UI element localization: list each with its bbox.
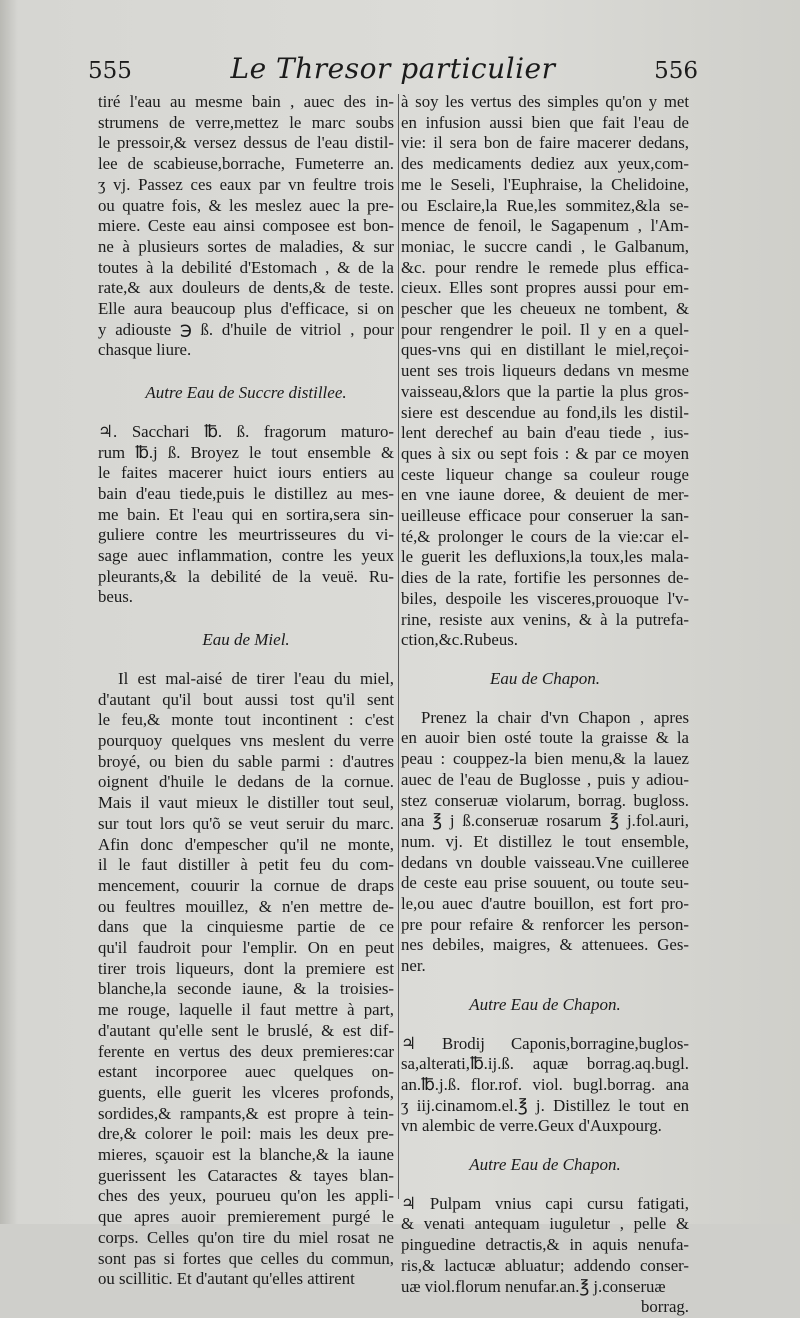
text-line: chasque liure. bbox=[98, 340, 192, 360]
text-line: en auoir bien osté toute la graisse & la bbox=[401, 728, 689, 748]
spacer bbox=[401, 651, 689, 669]
text-line: auec de l'eau de Buglosse , puis y adiou- bbox=[401, 769, 689, 789]
text-line: de ceste eau prise souuent, ou toute seu- bbox=[401, 873, 689, 893]
text-line: lent derechef au bain d'eau tiede , ius- bbox=[401, 423, 689, 443]
text-line: Mais il vaut mieux le distiller tout seul, bbox=[98, 793, 394, 813]
text-line: estant incorporee auec quelques on- bbox=[98, 1062, 394, 1082]
text-line: vie: il sera bon de faire macerer dedans, bbox=[401, 133, 689, 153]
section-heading: Eau de Miel. bbox=[202, 630, 290, 650]
text-line: ʒ iij.cinamom.el.℥ j. Distillez le tout en bbox=[401, 1095, 689, 1115]
text-line: à soy les vertus des simples qu'on y met bbox=[401, 92, 689, 111]
text-line: dies de la rate, fortifie les personnes de- bbox=[401, 568, 689, 588]
column-divider bbox=[398, 94, 399, 1199]
text-line: blanche,la seconde iaune, & la troisies- bbox=[98, 979, 394, 999]
text-line: dedans vn double vaisseau.Vne cuilleree bbox=[401, 852, 689, 872]
text-line: beus. bbox=[98, 587, 133, 607]
text-line: le faites macerer huict iours entiers au bbox=[98, 463, 394, 483]
text-line: d'autant qu'elle sent le bruslé, & est dif- bbox=[98, 1020, 394, 1040]
spacer bbox=[401, 1016, 689, 1034]
text-line: ana ℥ j ß.conseruæ rosarum ℥ j.fol.auri, bbox=[401, 811, 689, 831]
section-heading: Eau de Chapon. bbox=[489, 668, 601, 688]
text-line: guents, elle guerit les vlceres profonds, bbox=[98, 1082, 394, 1102]
spacer bbox=[401, 1176, 689, 1194]
text-line: sont pas si fortes que celles du commun, bbox=[98, 1248, 394, 1268]
catchword: borrag. bbox=[641, 1297, 689, 1317]
text-line: rine, resiste aux venins, & à la putrefa- bbox=[401, 609, 689, 629]
text-line: Elle aura beaucoup plus d'efficace, si on bbox=[98, 299, 394, 319]
text-line: tirer trois liqueurs, dont la premiere est bbox=[98, 958, 394, 978]
text-line: sa,alterati,℔.ij.ß. aquæ borrag.aq.bugl. bbox=[401, 1054, 689, 1074]
text-line: pourquoy quelques vns meslent du verre bbox=[98, 730, 394, 750]
text-line: moniac, le succre candi , le Galbanum, bbox=[401, 236, 689, 256]
text-line: ueilleuse efficace pour conseruer la san- bbox=[401, 506, 689, 526]
spacer bbox=[401, 977, 689, 995]
spacer bbox=[401, 1137, 689, 1155]
page-number-right: 556 bbox=[654, 58, 698, 84]
text-line: que apres auoir premierement purgé le bbox=[98, 1207, 394, 1227]
text-line: uæ viol.florum nenufar.an.℥ j.conseruæ bbox=[401, 1276, 666, 1296]
text-line: siere est descendue au fond,ils les distil- bbox=[401, 402, 689, 422]
text-line: le feu,& monte tout incontinent : c'est bbox=[98, 710, 394, 730]
text-line: ches des yeux, pourueu qu'on les appli- bbox=[98, 1186, 394, 1206]
text-line: dans que la cinquiesme partie de ce bbox=[98, 917, 394, 937]
text-line: broyé, ou bien du sable parmi : d'autres bbox=[98, 751, 394, 771]
text-line: en vne iaune doree, & deuient de mer- bbox=[401, 485, 689, 505]
right-column bbox=[401, 92, 689, 1318]
text-line: Il est mal-aisé de tirer l'eau du miel, bbox=[118, 668, 394, 688]
text-line: rum ℔.j ß. Broyez le tout ensemble & bbox=[98, 442, 394, 462]
text-line: bain d'eau tiede,puis le distillez au mes- bbox=[98, 483, 394, 503]
text-line: des medicaments dediez aux yeux,com- bbox=[401, 154, 689, 174]
spacer bbox=[98, 404, 394, 422]
text-line: sordides,& rampants,& est propre à tein- bbox=[98, 1103, 394, 1123]
text-line: il le faut distiller à petit feu du com- bbox=[98, 855, 394, 875]
text-line: ferente en vertus des deux premieres:car bbox=[98, 1041, 394, 1061]
text-line: an.℔.j.ß. flor.rof. viol. bugl.borrag. ana bbox=[401, 1074, 689, 1094]
text-line: miere. Ceste eau ainsi composee est bon- bbox=[98, 216, 394, 236]
text-line: vn alembic de verre.Geux d'Auxpourg. bbox=[401, 1116, 662, 1136]
text-line: ou Esclaire,la Rue,les sommitez,&la se- bbox=[401, 195, 689, 215]
section-heading: Autre Eau de Chapon. bbox=[469, 1155, 621, 1175]
text-line: le,ou auec d'autre bouillon, est fort pro- bbox=[401, 894, 689, 914]
text-line: ction,&c.Rubeus. bbox=[401, 630, 518, 650]
text-line: pre pour refaire & renforcer les person- bbox=[401, 914, 689, 934]
text-line: dre,& colorer le poil: mais les deux pre- bbox=[98, 1124, 394, 1144]
text-line: corps. Celles qu'on tire du miel rosat ne bbox=[98, 1227, 394, 1247]
text-line: biles, despoile les visceres,prouoque l'v- bbox=[401, 588, 689, 608]
text-line: le pressoir,& versez dessus de l'eau distil- bbox=[98, 133, 394, 153]
text-line: stez conseruæ violarum, borrag. bugloss. bbox=[401, 790, 689, 810]
text-line: guliere contre les meurtrisseures du vi- bbox=[98, 525, 394, 545]
spacer bbox=[98, 608, 394, 630]
text-line: mencement, couurir la cornue de draps bbox=[98, 875, 394, 895]
text-line: peau : couppez-la bien menu,& la lauez bbox=[401, 749, 689, 769]
text-line: ne à plusieurs sortes de maladies, & sur bbox=[98, 236, 394, 256]
text-line: ou feultres mouillez, & n'en mettre de- bbox=[98, 896, 394, 916]
text-line: qu'il faudroit pour l'emplir. On en peut bbox=[98, 938, 394, 958]
text-line: rate,& aux douleurs de dents,& de teste. bbox=[98, 278, 394, 298]
text-line: guerissent les Cataractes & tayes blan- bbox=[98, 1165, 394, 1185]
text-line: le guerit les defluxions,la toux,les mala- bbox=[401, 547, 689, 567]
text-line: lee de scabieuse,borrache, Fumeterre an. bbox=[98, 154, 394, 174]
spacer bbox=[401, 690, 689, 708]
page-number-left: 555 bbox=[88, 58, 132, 84]
text-line: ques à six ou sept fois : & par ce moyen bbox=[401, 443, 689, 463]
text-line: en infusion aussi bien que fait l'eau de bbox=[401, 112, 689, 132]
text-line: me rouge, laquelle il faut mettre à part, bbox=[98, 1000, 394, 1020]
text-line: mieres, sçauoir est la blanche,& la iaune bbox=[98, 1145, 394, 1165]
text-line: cieux. Elles sont propres aussi pour em- bbox=[401, 278, 689, 298]
running-title: Le Thresor particulier bbox=[230, 52, 556, 85]
text-line: pescher que les cheueux ne tombent, & bbox=[401, 299, 689, 319]
text-line: tiré l'eau au mesme bain , auec des in- bbox=[98, 92, 394, 111]
text-line: ceste liqueur change sa couleur rouge bbox=[401, 464, 689, 484]
text-line: sur tout lors qu'õ se veut seruir du marc. bbox=[98, 813, 394, 833]
text-line: Afin donc d'empescher qu'il ne monte, bbox=[98, 834, 394, 854]
text-line: &c. pour rendre le remede plus effica- bbox=[401, 257, 689, 277]
text-line: d'autant qu'il bout aussi tost qu'il sent bbox=[98, 689, 394, 709]
text-line: mence de fenoil, le Sagapenum , l'Am- bbox=[401, 216, 689, 236]
text-line: ♃ Brodij Caponis,borragine,buglos- bbox=[401, 1033, 689, 1053]
text-line: me le Seseli, l'Euphraise, la Chelidoine, bbox=[401, 174, 689, 194]
text-line: num. vj. Et distillez le tout ensemble, bbox=[401, 831, 689, 851]
text-line: ner. bbox=[401, 956, 426, 976]
section-heading: Autre Eau de Chapon. bbox=[469, 994, 621, 1014]
text-line: ʒ vj. Passez ces eaux par vn feultre trois bbox=[98, 174, 394, 194]
text-line: me bain. Et l'eau qui en sortira,sera sin- bbox=[98, 504, 394, 524]
spacer bbox=[98, 651, 394, 669]
text-line: pinguedine detractis,& in aquis nenufa- bbox=[401, 1235, 689, 1255]
text-line: ♃. Sacchari ℔. ß. fragorum maturo- bbox=[98, 421, 394, 441]
text-line: & venati antequam iuguletur , pelle & bbox=[401, 1214, 689, 1234]
text-line: pour rengendrer le poil. Il y en a quel- bbox=[401, 319, 689, 339]
spacer bbox=[98, 361, 394, 383]
text-line: ou quatre fois, & les meslez auec la pre- bbox=[98, 195, 394, 215]
text-line: vaisseau,&lors que la partie la plus gros- bbox=[401, 381, 689, 401]
text-line: sage auec inflammation, contre les yeux bbox=[98, 546, 394, 566]
text-line: ♃ Pulpam vnius capi cursu fatigati, bbox=[401, 1193, 689, 1213]
text-line: té,& prolonger le cours de la vie:car el- bbox=[401, 526, 689, 546]
text-line: ris,& lactucæ abluatur; addendo conser- bbox=[401, 1255, 689, 1275]
left-column bbox=[98, 92, 394, 1290]
section-heading: Autre Eau de Succre distillee. bbox=[145, 383, 347, 403]
text-line: y adiouste ℈ ß. d'huile de vitriol , pour bbox=[98, 319, 394, 339]
text-line: toutes à la debilité d'Estomach , & de la bbox=[98, 257, 394, 277]
text-line: ques-vns qui en distillant le miel,reçoi- bbox=[401, 340, 689, 360]
text-line: nes debiles, maigres, & attenuees. Ges- bbox=[401, 935, 689, 955]
text-line: ou scillitic. Et d'autant qu'elles attirent bbox=[98, 1269, 355, 1289]
text-line: pleurants,& la debilité de la veuë. Ru- bbox=[98, 566, 394, 586]
text-line: oignent d'huile le dedans de la cornue. bbox=[98, 772, 394, 792]
text-line: Prenez la chair d'vn Chapon , apres bbox=[421, 707, 689, 727]
page-header bbox=[88, 52, 698, 86]
text-line: uent ses trois liqueurs dedans vn mesme bbox=[401, 361, 689, 381]
text-line: strumens de verre,mettez le marc soubs bbox=[98, 112, 394, 132]
